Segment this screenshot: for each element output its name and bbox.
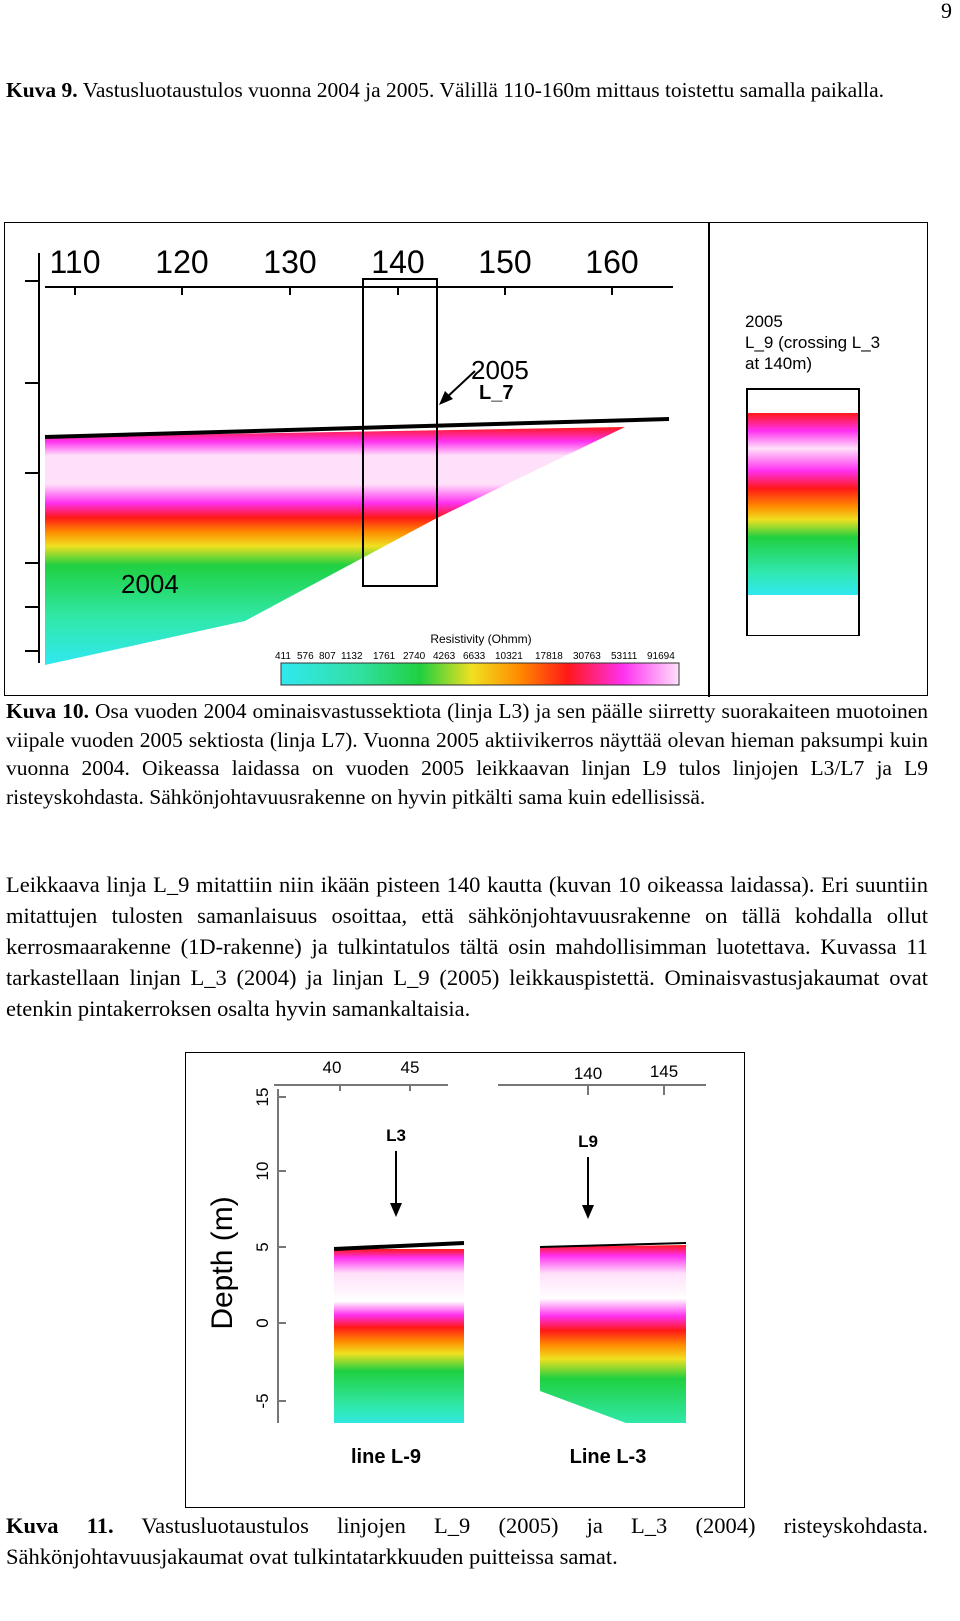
depth-tick: 0	[253, 1318, 272, 1328]
column-line-l9	[334, 1249, 464, 1423]
arrow-label-l9: L9	[578, 1132, 598, 1151]
svg-text:10321: 10321	[495, 651, 523, 662]
caption-11-text: Vastusluotaustulos linjojen L_9 (2005) ja L_3 (2004) risteyskohdasta. Sähkönjohtavuusjakaumat ovat tulkintatarkkuuden puitteissa samat.	[6, 1513, 929, 1569]
left-top-tick: 40	[322, 1058, 342, 1077]
column-line-l3	[540, 1245, 686, 1423]
svg-text:576: 576	[297, 651, 314, 662]
tick-label: 150	[478, 244, 532, 280]
bottom-label-right: Line L-3	[569, 1446, 647, 1468]
tick-label: 130	[263, 244, 317, 280]
label-2004: 2004	[121, 569, 179, 599]
l9-column-section	[748, 413, 858, 635]
tick-label: 140	[371, 244, 425, 280]
caption-10	[6, 697, 928, 811]
depth-tick: -5	[253, 1393, 272, 1409]
tick-label: 160	[585, 244, 639, 280]
svg-text:807: 807	[319, 651, 336, 662]
figure-10	[4, 222, 928, 696]
svg-text:30763: 30763	[573, 651, 601, 662]
bottom-label-left: line L-9	[350, 1446, 422, 1468]
tick-label: 110	[49, 244, 101, 280]
left-top-tick: 45	[400, 1058, 420, 1077]
arrow-down-icon	[390, 1203, 402, 1217]
caption-9	[6, 76, 928, 105]
svg-text:1132: 1132	[341, 651, 363, 662]
arrow-label-l3: L3	[386, 1126, 406, 1145]
svg-text:1761: 1761	[373, 651, 396, 662]
svg-text:4263: 4263	[433, 651, 456, 662]
svg-text:17818: 17818	[535, 651, 563, 662]
svg-text:6633: 6633	[463, 651, 486, 662]
side-label-2: L_9 (crossing L_3	[745, 333, 881, 352]
legend-title: Resistivity (Ohmm)	[430, 632, 532, 646]
side-label-1: 2005	[745, 312, 783, 331]
figure-11	[185, 1052, 745, 1508]
label-l7: L_7	[479, 382, 514, 404]
legend-colorbar	[281, 663, 679, 685]
legend-values	[275, 651, 675, 662]
resistivity-section-2004	[45, 427, 625, 665]
side-label-3: at 140m)	[745, 354, 813, 373]
right-top-tick: 145	[649, 1062, 679, 1081]
arrow-down-icon	[582, 1205, 594, 1219]
right-top-tick: 140	[573, 1064, 603, 1083]
depth-axis-label: Depth (m)	[206, 1196, 239, 1330]
caption-11	[6, 1510, 928, 1572]
caption-10-text: Osa vuoden 2004 ominaisvastussektiota (linja L3) ja sen päälle siirretty suorakaiteen muotoinen viipale vuoden 2005 sektiosta (linja L7). Vuonna 2005 aktiivikerros näyttää olevan hieman paksumpi kuin vuonna 2004. Oikeassa laidassa on vuoden 2005 leikkaavan linjan L9 tulos linjojen L3/L7 ja L9 risteyskohdasta. Sähkönjohtavuusrakenne on hyvin pitkälti sama kuin edellisissä.	[6, 699, 929, 809]
caption-9-text: Vastusluotaustulos vuonna 2004 ja 2005. Välillä 110-160m mittaus toistettu samalla paikalla.	[82, 78, 885, 102]
svg-text:2740: 2740	[403, 651, 426, 662]
depth-tick: 5	[253, 1242, 272, 1252]
caption-9-label: Kuva 9.	[6, 78, 78, 102]
svg-text:411: 411	[275, 651, 291, 662]
resistivity-section-figure	[5, 223, 929, 697]
caption-10-label: Kuva 10.	[6, 699, 89, 723]
svg-text:53111: 53111	[611, 651, 638, 662]
caption-11-label: Kuva 11.	[6, 1513, 114, 1538]
tick-label: 120	[155, 244, 209, 280]
crossing-point-figure	[186, 1053, 746, 1509]
svg-text:91694: 91694	[647, 651, 675, 662]
page-number: 9	[941, 0, 952, 23]
depth-tick: 15	[253, 1087, 272, 1107]
label-2005: 2005	[471, 355, 529, 385]
body-paragraph: Leikkaava linja L_9 mitattiin niin ikään pisteen 140 kautta (kuvan 10 oikeassa laidassa). Eri suuntiin mitattujen tulosten samanlaisuus osoittaa, että sähkönjohtavuusrakenne on tällä kohdalla ollut kerrosmaarakenne (1D-rakenne) ja tulkintatulos tältä osin mahdollisimman luotettava. Kuvassa 11 tarkastellaan linjan L_3 (2004) ja linjan L_9 (2005) leikkauspistettä. Ominaisvastusjakaumat ovat etenkin pintakerroksen osalta hyvin samankaltaisia.	[6, 872, 928, 1021]
depth-tick: 10	[253, 1161, 272, 1181]
